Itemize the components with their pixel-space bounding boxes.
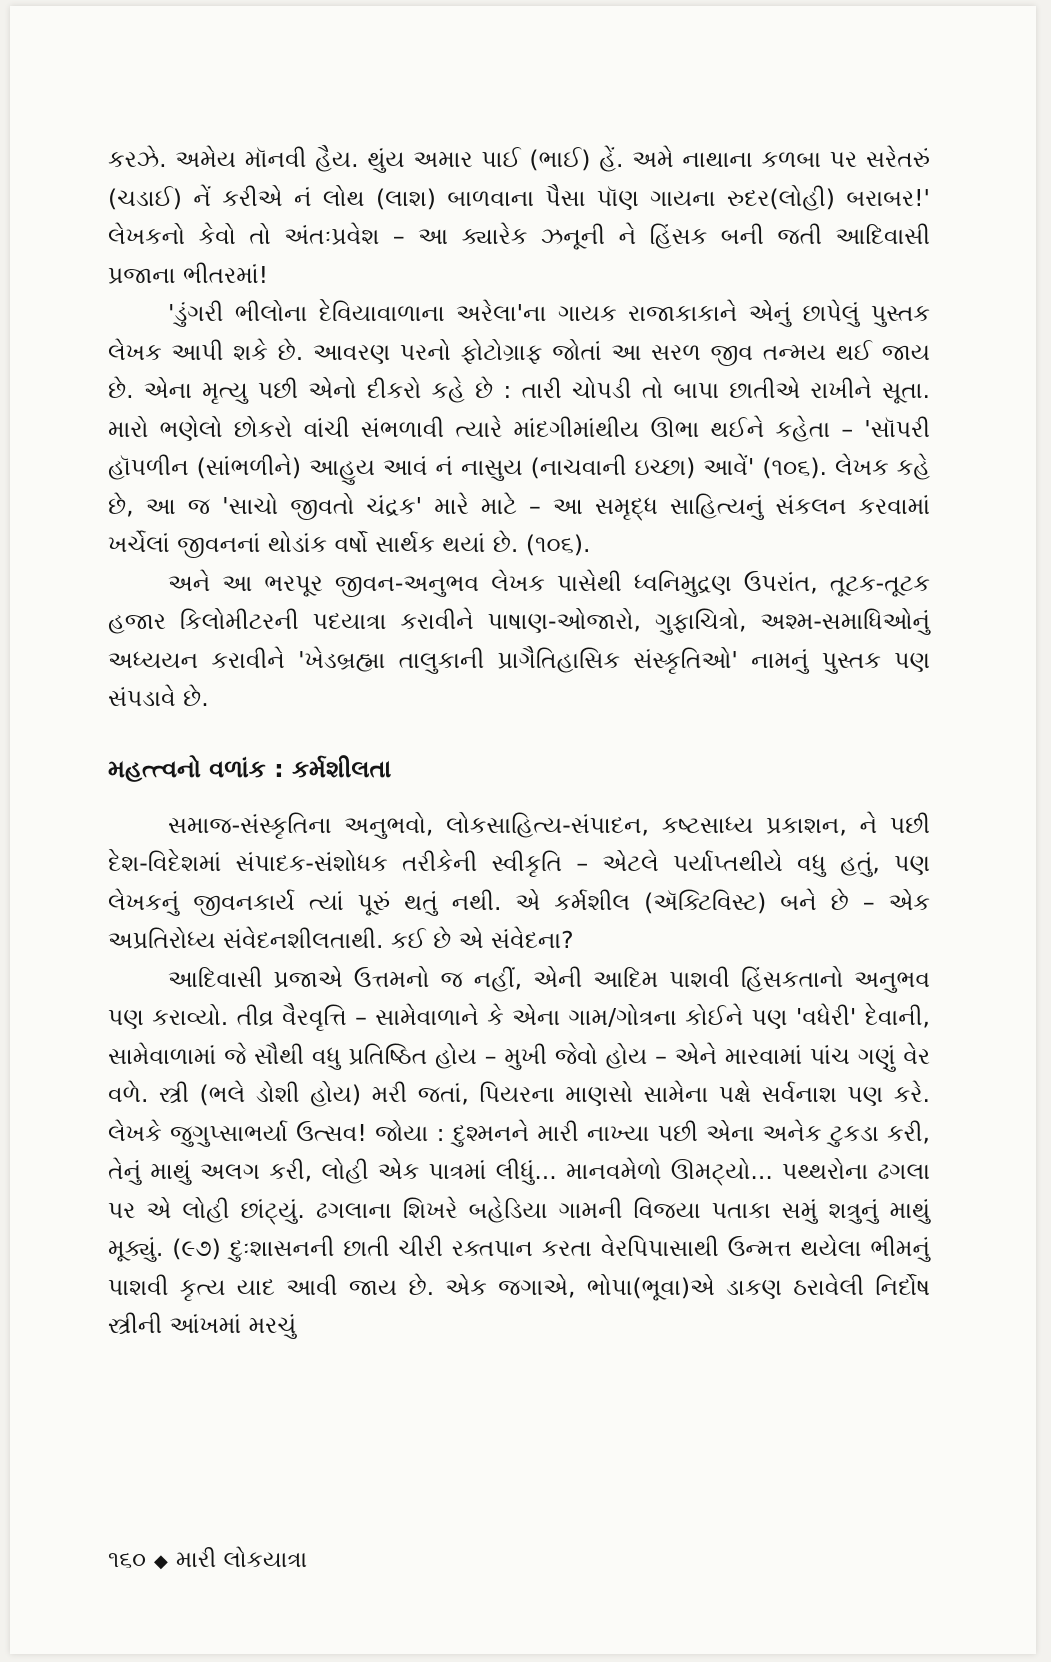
page-footer xyxy=(108,1547,307,1573)
paragraph-raja-kaka: 'ડુંગરી ભીલોના દેવિયાવાળાના અરેલા'ના ગાયક રાજાકાકાને એનું છાપેલું પુસ્તક લેખક આપી શકે છે. આવરણ પરનો ફોટોગ્રાફ જોતાં આ સરળ જીવ તન્મય થઈ જાય છે. એના મૃત્યુ પછી એનો દીકરો કહે છે : તારી ચોપડી તો બાપા છાતીએ રાખીને સૂતા. મારો ભણેલો છોકરો વાંચી સંભળાવી ત્યારે માંદગીમાંથીય ઊભા થઈને કહેતા – 'સૉપરી હૉપળીન (સાંભળીને) આહુય આવં નં નાસુય (નાચવાની ઇચ્છા) આવેં' (૧૦૬). લેખક કહે છે, આ જ 'સાચો જીવતો ચંદ્રક' મારે માટે – આ સમૃદ્ધ સાહિત્યનું સંકલન કરવામાં ખર્ચેલાં જીવનનાં થોડાંક વર્ષો સાર્થક થયાં છે. (૧૦૬). xyxy=(108,299,930,558)
paragraph-continuation: કરઝે. અમેય મૉનવી હૈય. થુંય અમાર પાઈ (ભાઈ) હેં. અમે નાથાના કળબા પર સરેતરું (ચડાઈ) નેં કરીએ નં લોથ (લાશ) બાળવાના પૈસા પૉણ ગાયના રુદર(લોહી) બરાબર!' લેખકનો કેવો તો અંતઃપ્રવેશ – આ ક્યારેક ઝનૂની ને હિંસક બની જતી આદિવાસી પ્રજાના ભીતરમાં! xyxy=(108,145,930,289)
paragraph-activist: સમાજ-સંસ્કૃતિના અનુભવો, લોકસાહિત્ય-સંપાદન, કષ્ટસાધ્ય પ્રકાશન, ને પછી દેશ-વિદેશમાં સંપાદક-સંશોધક તરીકેની સ્વીકૃતિ – એટલે પર્યાપ્તથીયે વધુ હતું, પણ લેખકનું જીવનકાર્ય ત્યાં પૂરું થતું નથી. એ કર્મશીલ (ઍક્ટિવિસ્ટ) બને છે – એક અપ્રતિરોધ્ય સંવેદનશીલતાથી. કઈ છે એ સંવેદના? xyxy=(108,810,930,954)
body-text xyxy=(108,140,930,1345)
diamond-separator-icon: ◆ xyxy=(154,1551,168,1572)
book-title: મારી લોકયાત્રા xyxy=(175,1547,308,1573)
section-heading: મહત્ત્વનો વળાંક : કર્મશીલતા xyxy=(108,754,392,783)
page-number: ૧૬૦ xyxy=(108,1547,146,1573)
paragraph-khedbrahma-book: અને આ ભરપૂર જીવન-અનુભવ લેખક પાસેથી ધ્વનિમુદ્રણ ઉપરાંત, તૂટક-તૂટક હજાર કિલોમીટરની પદયાત્રા કરાવીને પાષાણ-ઓજારો, ગુફાચિત્રો, અશ્મ-સમાધિઓનું અધ્યયન કરાવીને 'ખેડબ્રહ્મા તાલુકાની પ્રાગૈતિહાસિક સંસ્કૃતિઓ' નામનું પુસ્તક પણ સંપડાવે છે. xyxy=(108,568,930,712)
paragraph-violence: આદિવાસી પ્રજાએ ઉત્તમનો જ નહીં, એની આદિમ પાશવી હિંસકતાનો અનુભવ પણ કરાવ્યો. તીવ્ર વૈરવૃત્તિ – સામેવાળાને કે એના ગામ/ગોત્રના કોઈને પણ 'વધેરી' દેવાની, સામેવાળામાં જે સૌથી વધુ પ્રતિષ્ઠિત હોય – મુખી જેવો હોય – એને મારવામાં પાંચ ગણું વેર વળે. સ્ત્રી (ભલે ડોશી હોય) મરી જતાં, પિયરના માણસો સામેના પક્ષે સર્વનાશ પણ કરે. લેખકે જુગુપ્સાભર્યા ઉત્સવ! જોયા : દુશ્મનને મારી નાખ્યા પછી એના અનેક ટુકડા કરી, તેનું માથું અલગ કરી, લોહી એક પાત્રમાં લીધું... માનવમેળો ઊમટ્યો... પથ્થરોના ઢગલા પર એ લોહી છાંટ્યું. ઢગલાના શિખરે બહેડિયા ગામની વિજયા પતાકા સમું શત્રુનું માથું મૂક્યું. (૯૭) દુઃશાસનની છાતી ચીરી રક્તપાન કરતા વેરપિપાસાથી ઉન્મત્ત થયેલા ભીમનું પાશવી કૃત્ય યાદ આવી જાય છે. એક જગાએ, ભોપા(ભૂવા)એ ડાકણ ઠરાવેલી નિર્દોષ સ્ત્રીની આંખમાં મરચું xyxy=(108,964,930,1339)
